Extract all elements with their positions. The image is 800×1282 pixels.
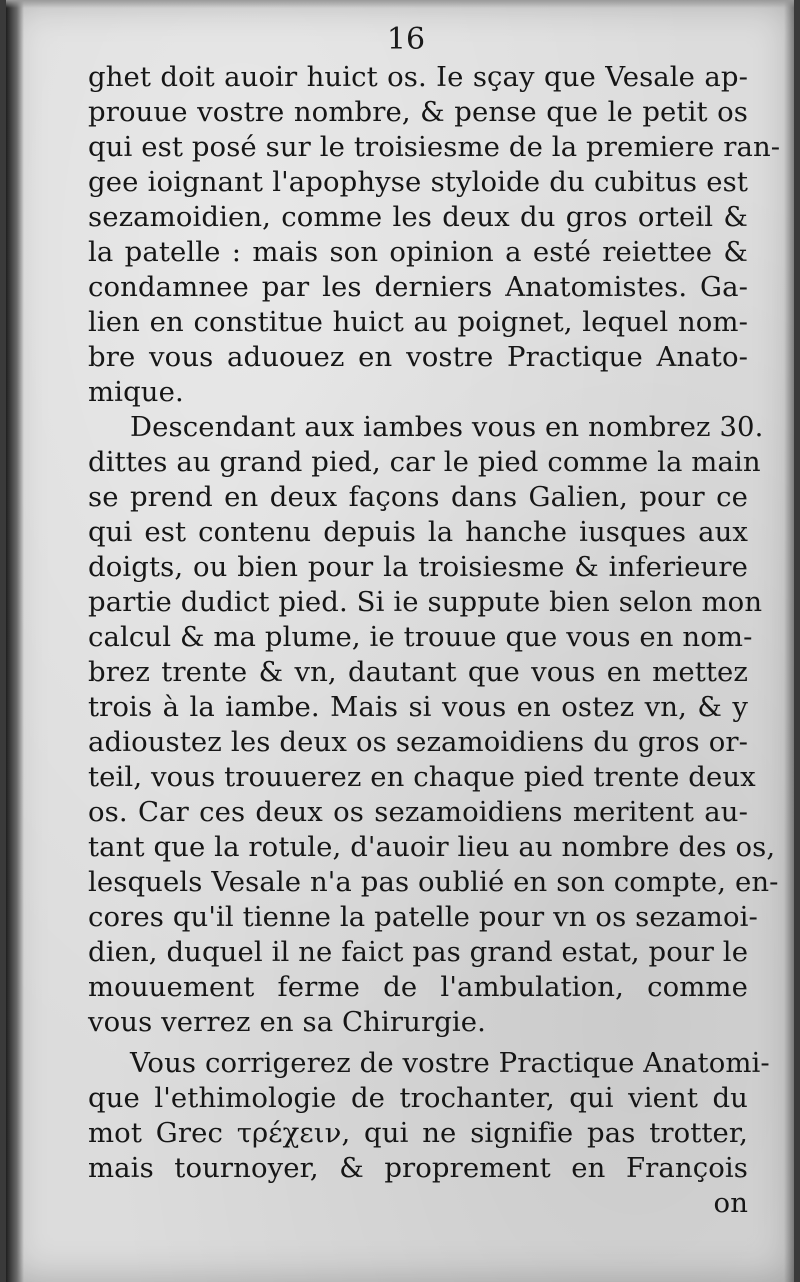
text-line: bre vous aduouez en vostre Practique Anato- <box>88 341 748 373</box>
text-line: que l'ethimologie de trochanter, qui vient du <box>88 1082 748 1114</box>
text-line: la patelle : mais son opinion a esté reiettee & <box>88 236 748 268</box>
text-line: mouuement ferme de l'ambulation, comme <box>88 971 748 1003</box>
catchword: on <box>713 1187 748 1219</box>
text-line: prouue vostre nombre, & pense que le petit os <box>88 96 748 128</box>
text-line: mais tournoyer, & proprement en François <box>88 1152 748 1184</box>
text-line: cores qu'il tienne la patelle pour vn os sezamoi- <box>88 901 758 933</box>
text-line: ghet doit auoir huict os. Ie sçay que Vesale ap- <box>88 61 748 93</box>
text-line: calcul & ma plume, ie trouue que vous en nom- <box>88 621 753 653</box>
text-line: qui est posé sur le troisiesme de la premiere ran- <box>88 131 781 163</box>
paragraph-end-line: mique. <box>88 376 184 408</box>
book-page <box>6 0 794 1282</box>
text-line: tant que la rotule, d'auoir lieu au nombre des os, <box>88 831 776 863</box>
page-top-shadow <box>6 0 794 8</box>
text-line: trois à la iambe. Mais si vous en ostez vn, & y <box>88 691 748 723</box>
page-number: 16 <box>386 22 426 57</box>
text-line: dittes au grand pied, car le pied comme la main <box>88 446 761 478</box>
text-line: os. Car ces deux os sezamoidiens meritent au- <box>88 796 748 828</box>
paragraph-start-line: Descendant aux iambes vous en nombrez 30. <box>130 411 764 443</box>
paragraph-end-line: vous verrez en sa Chirurgie. <box>88 1006 487 1038</box>
text-line: gee ioignant l'apophyse styloide du cubitus est <box>88 166 748 198</box>
text-line: lesquels Vesale n'a pas oublié en son compte, en- <box>88 866 779 898</box>
text-line: mot Grec τρέχειν, qui ne signifie pas trotter, <box>88 1117 748 1149</box>
page-gutter <box>6 0 24 1282</box>
text-line: sezamoidien, comme les deux du gros orteil & <box>88 201 748 233</box>
text-line: adioustez les deux os sezamoidiens du gros or- <box>88 726 748 758</box>
text-line: partie dudict pied. Si ie suppute bien selon mon <box>88 586 763 618</box>
page-edge <box>784 0 794 1282</box>
text-line: lien en constitue huict au poignet, lequel nom- <box>88 306 748 338</box>
body-text <box>88 60 781 1221</box>
text-line: teil, vous trouuerez en chaque pied trente deux <box>88 761 756 793</box>
text-line: brez trente & vn, dautant que vous en mettez <box>88 656 748 688</box>
text-line: se prend en deux façons dans Galien, pour ce <box>88 481 748 513</box>
text-line: condamnee par les derniers Anatomistes. Ga- <box>88 271 748 303</box>
text-line: dien, duquel il ne faict pas grand estat, pour le <box>88 936 749 968</box>
text-line: doigts, ou bien pour la troisiesme & inferieure <box>88 551 748 583</box>
paragraph-start-line: Vous corrigerez de vostre Practique Anatomi- <box>130 1047 770 1079</box>
text-line: qui est contenu depuis la hanche iusques aux <box>88 516 748 548</box>
